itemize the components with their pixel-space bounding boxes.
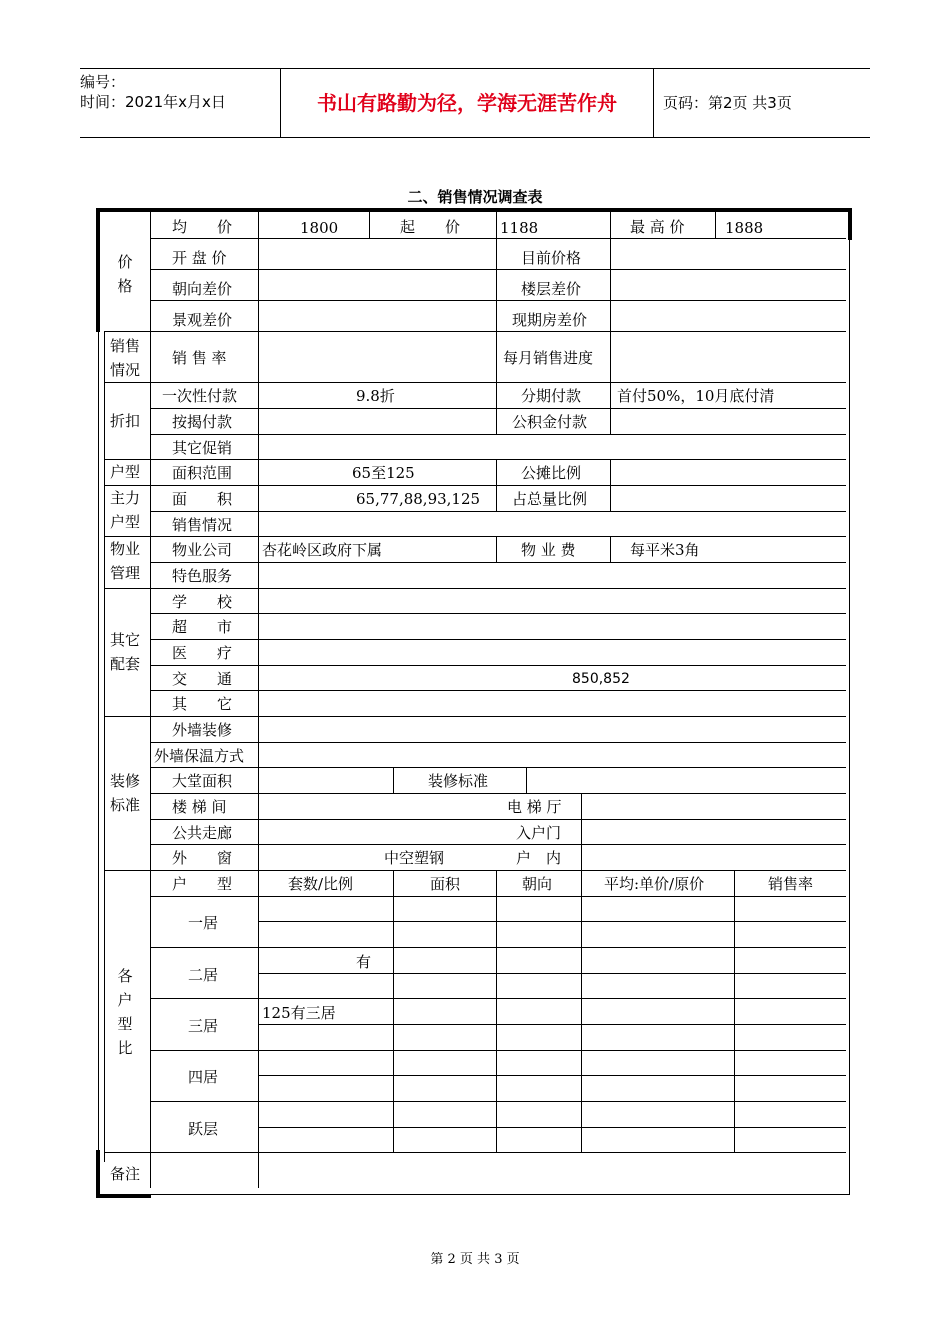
label-lobby: 大堂面积 (172, 772, 233, 790)
col-avg-price: 平均:单价/原价 (604, 875, 705, 893)
border-accent (96, 208, 850, 212)
document-header (80, 68, 870, 138)
row-one-room: 一居 (188, 914, 219, 932)
label-start-price: 起 价 (400, 218, 461, 236)
col-unit-type: 户 型 (172, 875, 233, 893)
category-unit-ratio: 各 户 型 比 (117, 967, 133, 1057)
label-spot-diff: 现期房差价 (512, 311, 588, 329)
page-label: 页码：第2页 共3页 (663, 94, 792, 112)
label-ext-wall: 外墙装修 (172, 721, 233, 739)
label-deco-standard: 装修标准 (428, 772, 489, 790)
label-floor-diff: 楼层差价 (521, 280, 582, 298)
label-property-fee: 物 业 费 (521, 541, 576, 559)
label-market: 超 市 (172, 618, 233, 636)
page-title: 二、销售情况调查表 (407, 188, 543, 206)
header-meta (80, 69, 280, 140)
label-corridor: 公共走廊 (172, 824, 233, 842)
row-duplex: 跃层 (188, 1120, 219, 1138)
category-facilities: 其它 配套 (109, 631, 140, 673)
value-lump-payment: 9.8折 (356, 387, 395, 405)
value-max-price: 1888 (725, 219, 764, 237)
category-remark: 备注 (109, 1165, 140, 1183)
row-three-room: 三居 (188, 1017, 219, 1035)
col-count-ratio: 套数/比例 (288, 875, 354, 893)
label-lump-payment: 一次性付款 (162, 387, 238, 405)
label-open-price: 开 盘 价 (172, 249, 227, 267)
category-sales: 销售 情况 (109, 337, 140, 379)
time-label: 时间：2021年x月x日 (80, 93, 226, 111)
category-discount: 折扣 (109, 412, 140, 430)
label-view-diff: 景观差价 (172, 311, 233, 329)
label-stairs: 楼 梯 间 (172, 798, 227, 816)
label-mortgage: 按揭付款 (172, 413, 233, 431)
label-sales-rate: 销 售 率 (172, 349, 227, 367)
label-fund-payment: 公积金付款 (512, 413, 588, 431)
label-indoor: 户 内 (516, 849, 562, 867)
row-two-room: 二居 (188, 966, 219, 984)
label-avg-price: 均 价 (172, 218, 233, 236)
col-sales-rate: 销售率 (768, 875, 814, 893)
value-traffic: 850,852 (572, 671, 630, 687)
value-area-range: 65至125 (352, 464, 415, 482)
value-three-room: 125有三居 (262, 1004, 336, 1022)
border-accent (96, 208, 100, 332)
label-area-range: 面积范围 (172, 464, 233, 482)
row-four-room: 四居 (188, 1068, 219, 1086)
value-avg-price: 1800 (300, 219, 339, 237)
border-accent (96, 1150, 100, 1196)
label-sales-status: 销售情况 (172, 516, 233, 534)
label-other: 其 它 (172, 695, 233, 713)
label-medical: 医 疗 (172, 644, 233, 662)
header-motto: 书山有路勤为径，学海无涯苦作舟 (280, 69, 654, 137)
label-elevator: 电 梯 厅 (507, 798, 562, 816)
value-start-price: 1188 (500, 219, 539, 237)
label-insulation: 外墙保温方式 (154, 747, 245, 765)
label-door: 入户门 (516, 824, 562, 842)
label-max-price: 最 高 价 (630, 218, 685, 236)
label-window: 外 窗 (172, 849, 233, 867)
value-installment: 首付50%，10月底付清 (617, 387, 775, 405)
label-traffic: 交 通 (172, 670, 233, 688)
value-window: 中空塑钢 (384, 849, 445, 867)
label-total-ratio: 占总量比例 (512, 490, 588, 508)
label-school: 学 校 (172, 593, 233, 611)
value-area: 65,77,88,93,125 (356, 490, 481, 508)
page-footer: 第 2 页 共 3 页 (430, 1252, 520, 1267)
label-property-company: 物业公司 (172, 541, 233, 559)
category-property: 物业 管理 (109, 540, 140, 582)
border-accent (848, 208, 852, 240)
col-orientation: 朝向 (522, 875, 553, 893)
number-label: 编号： (80, 73, 126, 91)
value-property-company: 杏花岭区政府下属 (262, 541, 383, 559)
category-decoration: 装修 标准 (109, 772, 140, 814)
value-property-fee: 每平米3角 (630, 541, 700, 559)
category-unit: 户型 (109, 463, 140, 481)
col-area: 面积 (430, 875, 461, 893)
category-price: 价 格 (117, 253, 133, 295)
category-main-unit: 主力 户型 (109, 489, 140, 531)
label-share-ratio: 公摊比例 (521, 464, 582, 482)
label-current-price: 目前价格 (521, 249, 582, 267)
value-two-room: 有 (356, 953, 372, 971)
label-special-service: 特色服务 (172, 567, 233, 585)
label-monthly-progress: 每月销售进度 (503, 349, 594, 367)
label-orient-diff: 朝向差价 (172, 280, 233, 298)
border-accent (96, 1195, 151, 1198)
label-area: 面 积 (172, 490, 233, 508)
label-installment: 分期付款 (521, 387, 582, 405)
label-other-promo: 其它促销 (172, 439, 233, 457)
